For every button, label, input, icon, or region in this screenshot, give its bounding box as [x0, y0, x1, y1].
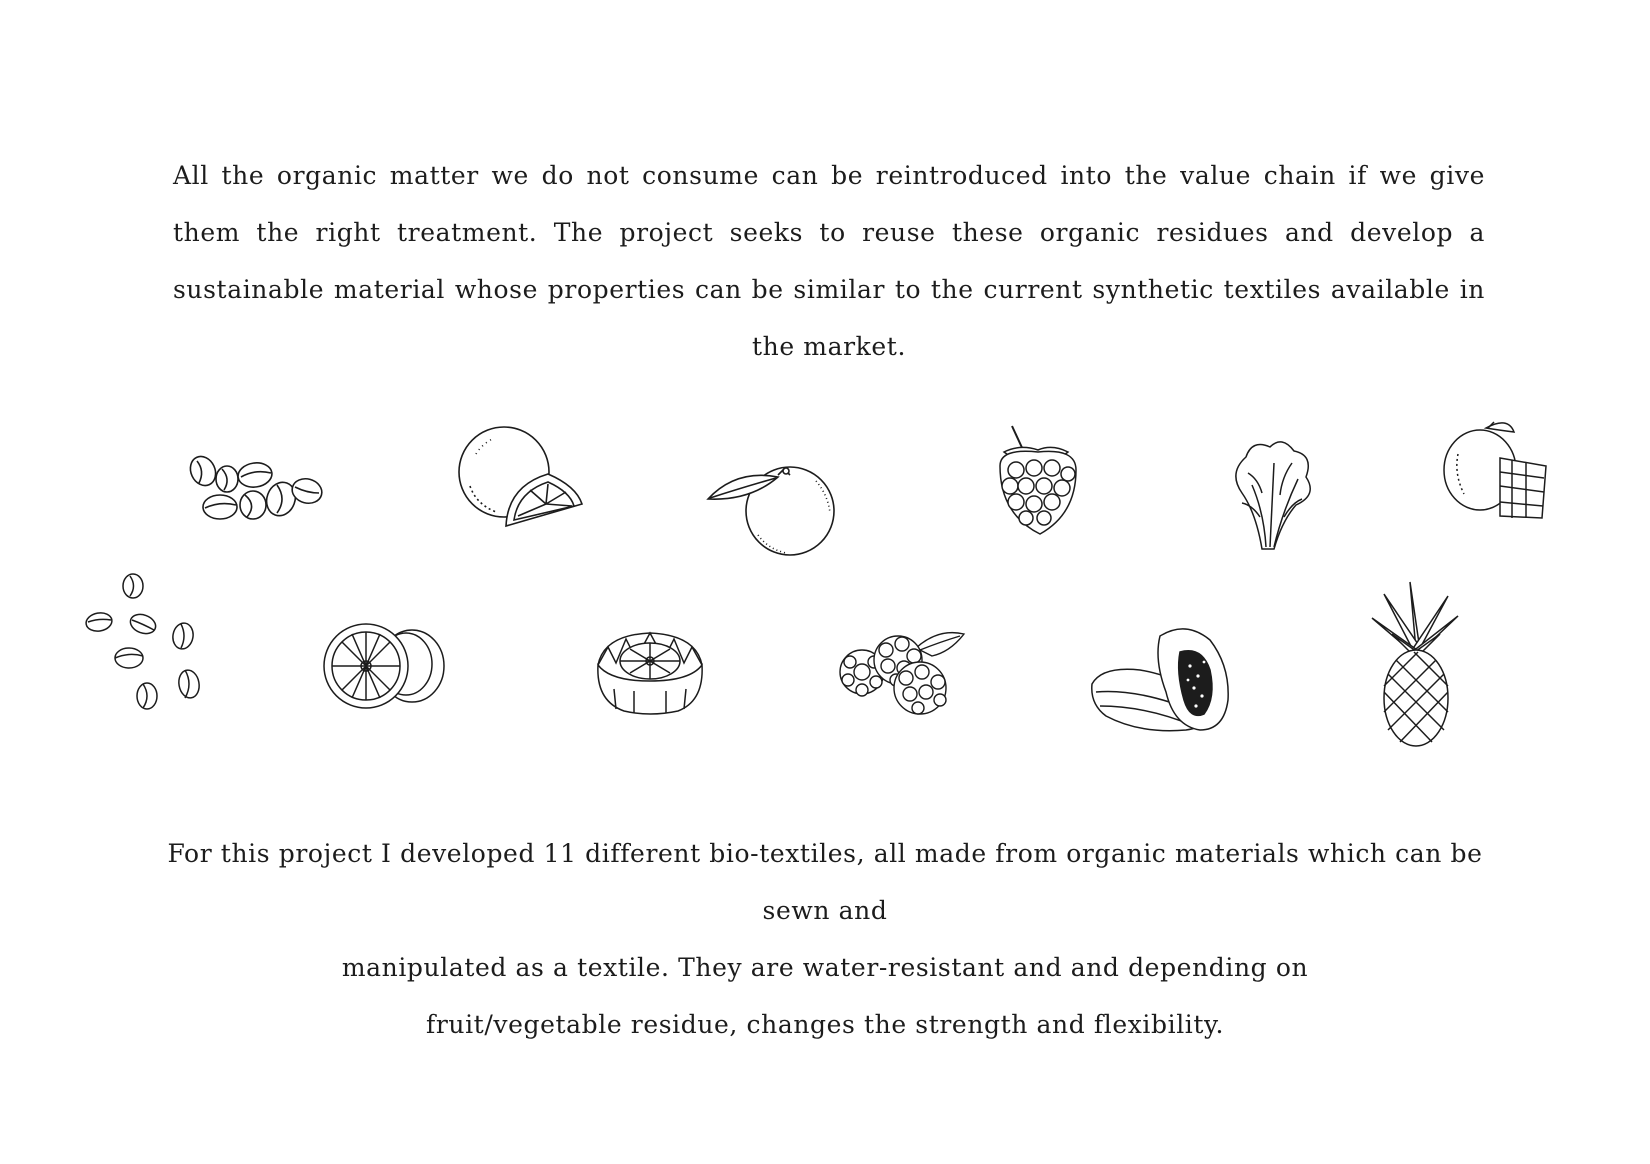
outro-paragraph: [150, 825, 1500, 1053]
outro-line-1: For this project I developed 11 different bio-textiles, all made from organic materials which can be sewn and: [167, 839, 1483, 925]
pineapple-icon: [1370, 580, 1462, 748]
intro-paragraph: All the organic matter we do not consume can be reintroduced into the value chain if we give them the right treatment. The project seeks to reuse these organic residues and develop a sustainable material whose properties can be similar to the current synthetic textiles available in the market.: [173, 161, 1485, 361]
papaya-icon: [1090, 626, 1232, 736]
citrus-halves-icon: [322, 620, 446, 710]
orange-with-leaf-icon: [706, 455, 846, 560]
coffee-beans-pile-icon: [185, 455, 327, 527]
outro-line-2: manipulated as a textile. They are water-resistant and and depending on: [341, 953, 1309, 982]
mango-icon: [1442, 414, 1550, 524]
lettuce-icon: [1222, 433, 1320, 551]
raspberry-icon: [990, 422, 1086, 540]
raspberries-cluster-icon: [840, 630, 966, 718]
scattered-coffee-beans-icon: [85, 572, 205, 717]
orange-with-slice-icon: [456, 424, 586, 532]
outro-line-3: fruit/vegetable residue, changes the strength and flexibility.: [425, 1010, 1224, 1039]
peeled-citrus-icon: [594, 625, 706, 715]
